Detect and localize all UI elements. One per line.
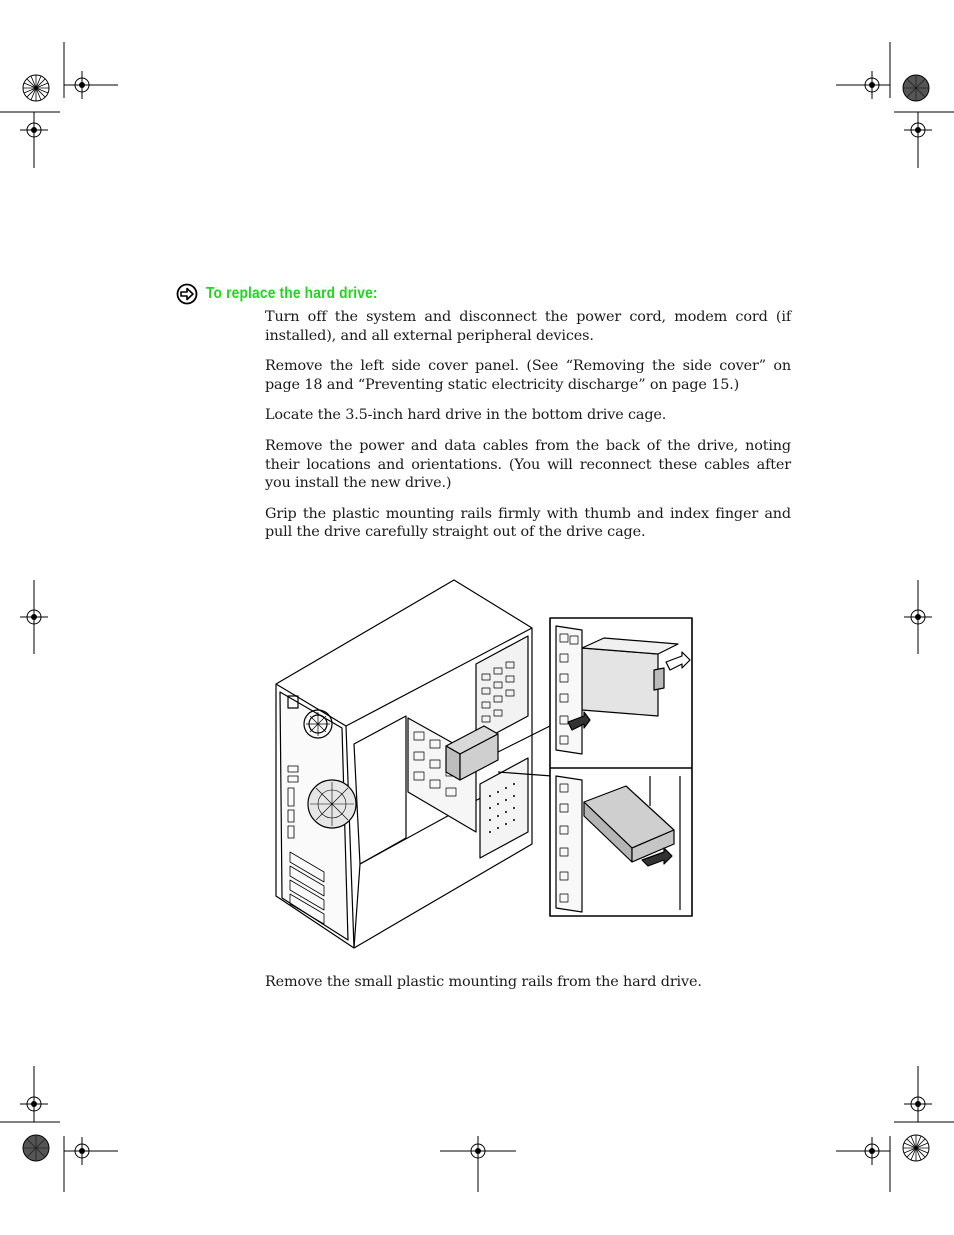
circled-right-arrow-icon xyxy=(176,283,198,305)
procedure-steps xyxy=(265,308,791,554)
procedure-heading xyxy=(176,282,406,306)
step-5: Grip the plastic mounting rails firmly with thumb and index finger and pull the drive carefully straight out of the drive cage. xyxy=(265,505,791,541)
hard-drive-removal-illustration xyxy=(270,576,696,954)
procedure-title: To replace the hard drive: xyxy=(206,285,378,302)
step-2: Remove the left side cover panel. (See “Removing the side cover” on page 18 and “Preventing static electricity discharge” on page 15.) xyxy=(265,358,791,393)
step-6: Remove the small plastic mounting rails from the hard drive. xyxy=(265,974,702,990)
step-1: Turn off the system and disconnect the power cord, modem cord (if installed), and all external peripheral devices. xyxy=(265,309,791,344)
computer-case-drawing xyxy=(270,576,696,954)
step-4: Remove the power and data cables from the back of the drive, noting their locations and orientations. (You will reconnect these cables after you install the new drive.) xyxy=(265,437,791,492)
step-3: Locate the 3.5-inch hard drive in the bottom drive cage. xyxy=(265,407,667,424)
